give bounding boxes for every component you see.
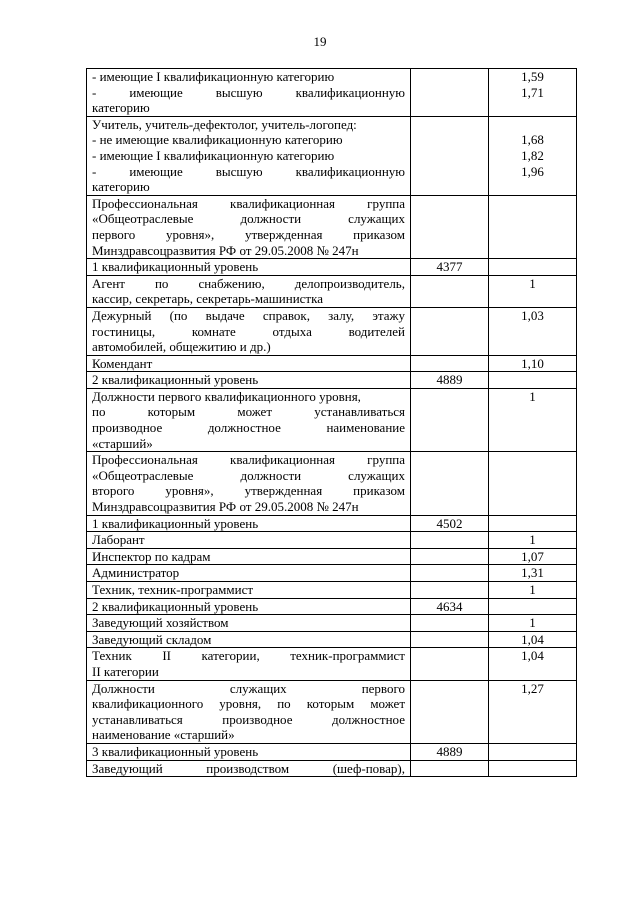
table-row: [87, 307, 577, 355]
base-salary-cell: [411, 116, 489, 195]
base-salary-cell: [411, 598, 489, 615]
coefficient-value: 1,04: [521, 631, 544, 647]
position-name-line: - не имеющие квалификационную категорию: [92, 132, 343, 148]
position-name-line: Администратор: [92, 565, 180, 581]
base-salary-cell: [411, 532, 489, 549]
table-row: [87, 548, 577, 565]
coefficient-value: 1: [529, 582, 536, 597]
position-name-cell: [87, 743, 411, 760]
position-name-line: Должности служащих первого: [92, 680, 405, 696]
page-number: 19: [313, 34, 327, 49]
base-salary-cell: [411, 743, 489, 760]
position-name-line: - имеющие высшую квалификационную: [92, 84, 405, 100]
position-name-line: Заведующий складом: [92, 631, 212, 647]
position-name-line: 2 квалификационный уровень: [92, 598, 259, 614]
base-salary-cell: [411, 648, 489, 680]
table-row: [87, 760, 577, 777]
position-name-line: производное должностное наименование: [92, 420, 405, 436]
table-row: [87, 355, 577, 372]
position-name-cell: [87, 631, 411, 648]
coefficient-value: 1,07: [521, 548, 544, 564]
coefficient-cell: [489, 275, 577, 307]
position-name-line: кассир, секретарь, секретарь-машинистка: [92, 291, 323, 307]
table-row: [87, 195, 577, 258]
position-name-cell: [87, 259, 411, 276]
coefficient-cell: [489, 69, 577, 117]
coefficient-value: [494, 117, 571, 133]
position-name-cell: [87, 615, 411, 632]
coefficient-cell: [489, 582, 577, 599]
coefficient-value: 1,03: [521, 307, 544, 323]
table-row: [87, 259, 577, 276]
coefficient-cell: [489, 355, 577, 372]
position-name-cell: [87, 355, 411, 372]
coefficient-cell: [489, 565, 577, 582]
table-row: [87, 69, 577, 117]
position-name-line: Учитель, учитель-дефектолог, учитель-логопед:: [92, 116, 357, 132]
position-name-cell: [87, 452, 411, 515]
coefficient-cell: [489, 388, 577, 451]
coefficient-cell: [489, 615, 577, 632]
position-name-line: 3 квалификационный уровень: [92, 743, 259, 759]
position-name-line: наименование «старший»: [92, 727, 235, 743]
coefficient-cell: [489, 452, 577, 515]
coefficient-cell: [489, 760, 577, 777]
position-name-line: - имеющие I квалификационную категорию: [92, 147, 335, 163]
position-name-cell: [87, 116, 411, 195]
position-name-line: Инспектор по кадрам: [92, 548, 211, 564]
table-row: [87, 372, 577, 389]
table-row: [87, 680, 577, 743]
base-salary-cell: [411, 355, 489, 372]
base-salary-cell: [411, 195, 489, 258]
position-name-cell: [87, 372, 411, 389]
position-name-cell: [87, 69, 411, 117]
base-salary-cell: [411, 565, 489, 582]
position-name-line: гостиницы, комнате отдыха водителей: [92, 323, 405, 339]
coefficient-cell: [489, 372, 577, 389]
position-name-line: квалификационного уровня, по которым может: [92, 696, 405, 712]
position-name-line: II категории: [92, 663, 159, 679]
table-row: [87, 598, 577, 615]
coefficient-value: 1,04: [521, 648, 544, 664]
position-name-line: «Общеотраслевые должности служащих: [92, 467, 405, 483]
position-name-line: Дежурный (по выдаче справок, залу, этажу: [92, 307, 405, 323]
position-name-cell: [87, 648, 411, 680]
coefficient-cell: [489, 259, 577, 276]
base-salary-cell: [411, 631, 489, 648]
table-row: [87, 743, 577, 760]
position-name-line: 1 квалификационный уровень: [92, 259, 259, 275]
base-salary-value: 4889: [436, 372, 463, 388]
position-name-line: автомобилей, общежитию и др.): [92, 339, 271, 355]
position-name-line: категорию: [92, 100, 150, 116]
table-row: [87, 116, 577, 195]
coefficient-cell: [489, 515, 577, 532]
position-name-line: Лаборант: [92, 532, 145, 548]
base-salary-cell: [411, 680, 489, 743]
base-salary-cell: [411, 760, 489, 777]
table-body: [87, 69, 577, 777]
coefficient-cell: [489, 307, 577, 355]
position-name-line: устанавливаться производное должностное: [92, 711, 405, 727]
position-name-line: Заведующий производством (шеф-повар),: [92, 760, 405, 776]
table-row: [87, 631, 577, 648]
coefficient-cell: [489, 548, 577, 565]
position-name-cell: [87, 598, 411, 615]
coefficient-value: 1: [529, 275, 536, 291]
coefficient-value: 1,27: [521, 680, 544, 696]
coefficient-cell: [489, 116, 577, 195]
position-name-line: категорию: [92, 179, 150, 195]
table-row: [87, 452, 577, 515]
position-name-line: Минздравсоцразвития РФ от 29.05.2008 № 247н: [92, 499, 359, 515]
position-name-line: - имеющие высшую квалификационную: [92, 163, 405, 179]
coefficient-cell: [489, 743, 577, 760]
base-salary-cell: [411, 307, 489, 355]
coefficient-value: 1,82: [521, 147, 544, 163]
base-salary-cell: [411, 515, 489, 532]
position-name-line: - имеющие I квалификационную категорию: [92, 69, 335, 84]
base-salary-value: 4634: [436, 598, 463, 614]
position-name-cell: [87, 760, 411, 777]
position-name-cell: [87, 195, 411, 258]
position-name-line: 1 квалификационный уровень: [92, 515, 259, 531]
position-name-line: «старший»: [92, 435, 153, 451]
base-salary-cell: [411, 582, 489, 599]
position-name-line: второго уровня», утвержденная приказом: [92, 483, 405, 499]
position-name-line: по которым может устанавливаться: [92, 404, 405, 420]
base-salary-cell: [411, 615, 489, 632]
base-salary-cell: [411, 452, 489, 515]
table-row: [87, 648, 577, 680]
position-name-cell: [87, 582, 411, 599]
position-name-cell: [87, 532, 411, 549]
position-name-line: 2 квалификационный уровень: [92, 372, 259, 388]
coefficient-cell: [489, 631, 577, 648]
coefficient-value: 1: [529, 532, 536, 548]
position-name-cell: [87, 275, 411, 307]
coefficient-value: 1,96: [521, 163, 544, 179]
position-name-cell: [87, 515, 411, 532]
position-name-line: Профессиональная квалификационная группа: [92, 452, 405, 468]
position-name-cell: [87, 548, 411, 565]
position-name-line: Заведующий хозяйством: [92, 615, 229, 631]
position-name-line: Профессиональная квалификационная группа: [92, 195, 405, 211]
coefficient-value: 1: [529, 388, 536, 404]
coefficient-value: 1,68: [521, 132, 544, 148]
coefficient-value: 1: [529, 615, 536, 631]
table-row: [87, 515, 577, 532]
table-row: [87, 565, 577, 582]
position-name-line: Техник, техник-программист: [92, 582, 254, 597]
position-name-cell: [87, 388, 411, 451]
position-name-line: Техник II категории, техник-программист: [92, 648, 405, 664]
salary-table: [86, 68, 577, 777]
position-name-cell: [87, 680, 411, 743]
coefficient-cell: [489, 532, 577, 549]
coefficient-value: 1,31: [521, 565, 544, 581]
coefficient-cell: [489, 195, 577, 258]
coefficient-cell: [489, 648, 577, 680]
base-salary-cell: [411, 388, 489, 451]
base-salary-cell: [411, 548, 489, 565]
coefficient-cell: [489, 598, 577, 615]
coefficient-value: 1,71: [521, 84, 544, 100]
position-name-cell: [87, 307, 411, 355]
base-salary-cell: [411, 259, 489, 276]
base-salary-cell: [411, 372, 489, 389]
coefficient-value: 1,59: [521, 69, 544, 84]
coefficient-cell: [489, 680, 577, 743]
position-name-line: «Общеотраслевые должности служащих: [92, 211, 405, 227]
base-salary-cell: [411, 275, 489, 307]
coefficient-value: 1,10: [521, 355, 544, 371]
table-row: [87, 615, 577, 632]
table-row: [87, 275, 577, 307]
base-salary-value: 4889: [436, 743, 463, 759]
position-name-line: Минздравсоцразвития РФ от 29.05.2008 № 247н: [92, 242, 359, 258]
base-salary-cell: [411, 69, 489, 117]
position-name-line: Комендант: [92, 355, 153, 371]
base-salary-value: 4377: [436, 259, 463, 275]
table-row: [87, 532, 577, 549]
position-name-line: Должности первого квалификационного уровня,: [92, 388, 361, 404]
position-name-line: Агент по снабжению, делопроизводитель,: [92, 275, 405, 291]
base-salary-value: 4502: [436, 515, 463, 531]
table-row: [87, 388, 577, 451]
position-name-cell: [87, 565, 411, 582]
position-name-line: первого уровня», утвержденная приказом: [92, 226, 405, 242]
table-row: [87, 582, 577, 599]
